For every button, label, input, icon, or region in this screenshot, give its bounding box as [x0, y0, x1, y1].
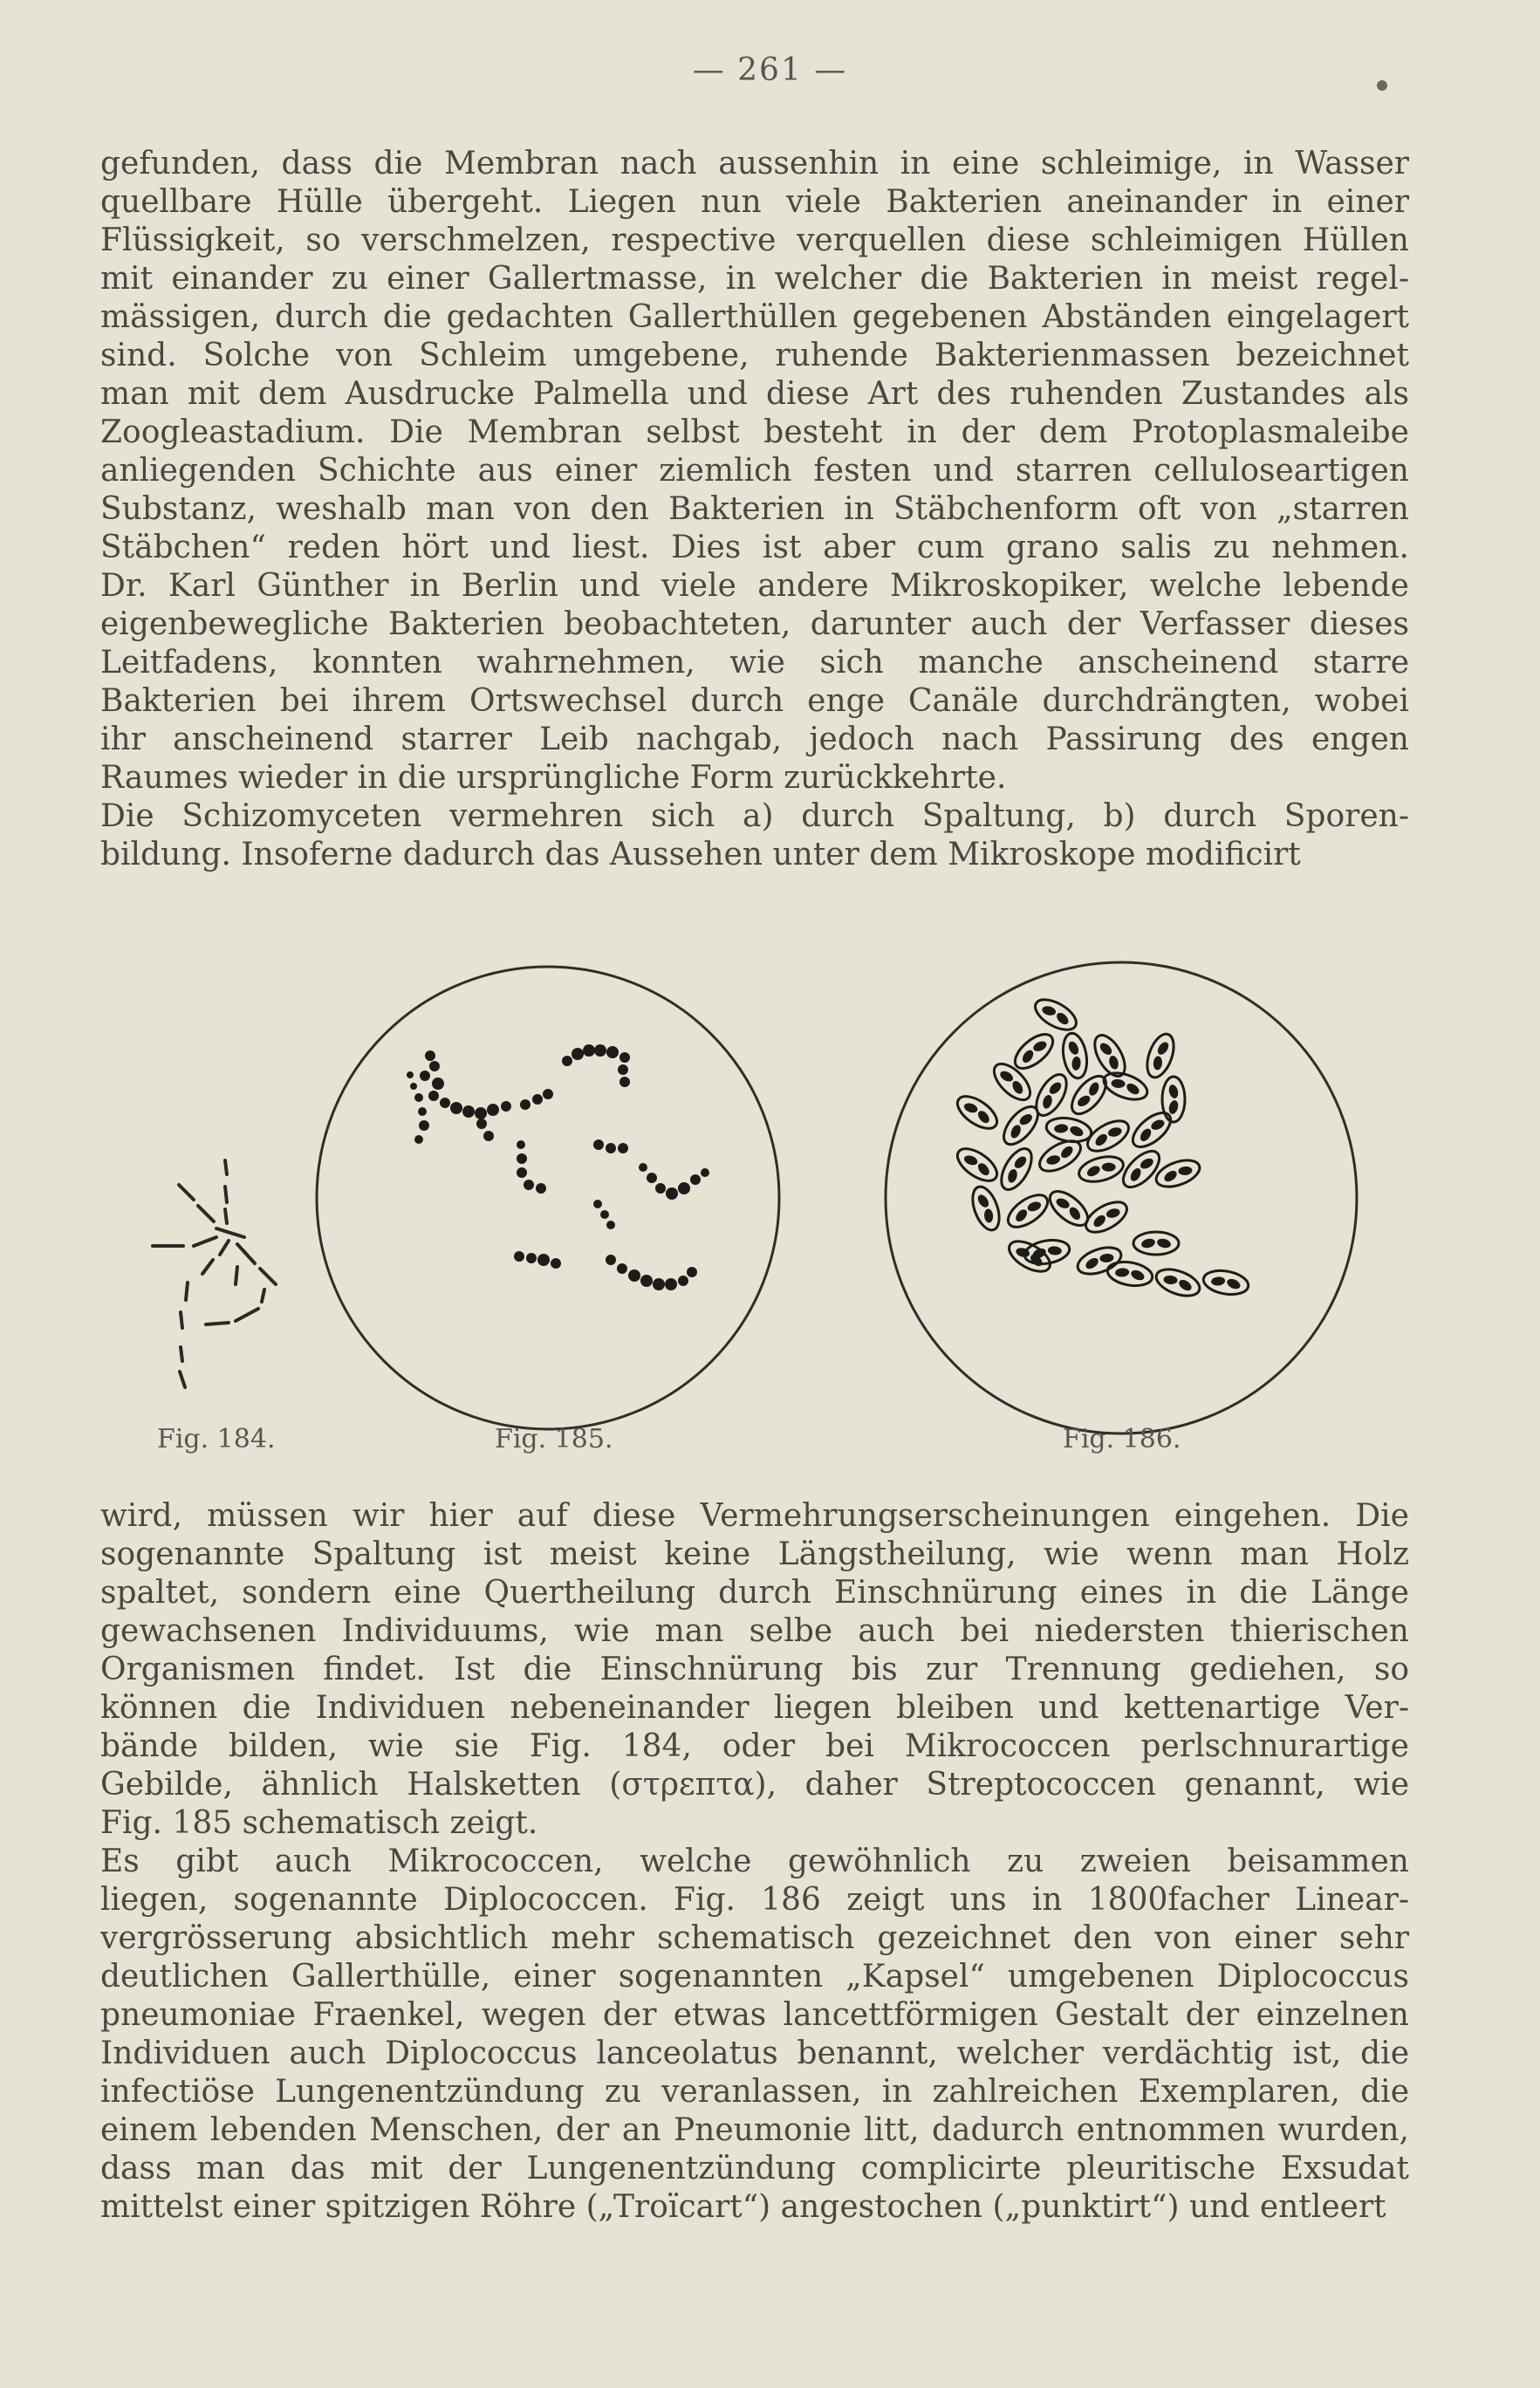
diplococcus-capsule [1100, 1068, 1151, 1105]
page-number: — 261 — [692, 52, 848, 88]
ink-speck [1377, 80, 1387, 91]
fig-186-diplococci-drawing [886, 962, 1357, 1433]
text-line: sogenannte Spaltung ist meist keine Längstheilung, wie wenn man Holz [100, 1536, 1409, 1572]
fig-185-caption: Fig. 185. [495, 1424, 613, 1454]
diplococcus-capsule [952, 1090, 1003, 1134]
diplococcus-capsule [1201, 1268, 1250, 1298]
text-line: deutlichen Gallerthülle, einer sogenannten „Kapsel“ umgebenen Diplococcus [100, 1959, 1409, 1995]
diplococcus-capsule [1105, 1259, 1154, 1290]
text-line: mit einander zu einer Gallertmasse, in welcher die Bakterien in meist regel- [100, 261, 1409, 297]
diplococcus-capsule [1153, 1264, 1203, 1301]
diplococcus-capsule [1060, 1031, 1091, 1080]
diplococcus-capsule [1035, 1135, 1085, 1178]
diplococcus-capsule [1077, 1153, 1126, 1187]
paragraph-top [100, 145, 1409, 874]
text-line: ihr anscheinend starrer Leib nachgab, jedoch nach Passirung des engen [100, 722, 1409, 757]
text-line: Es gibt auch Mikrococcen, welche gewöhnlich zu zweien beisammen [100, 1844, 1409, 1879]
text-line: Zoogleastadium. Die Membran selbst besteht in der dem Protoplasmaleibe [100, 414, 1409, 450]
fig-186-caption: Fig. 186. [1063, 1424, 1181, 1454]
diplococcus-capsule [1030, 994, 1081, 1037]
text-line: einem lebenden Menschen, der an Pneumonie litt, dadurch entnommen wurden, [100, 2112, 1409, 2148]
text-line: Dr. Karl Günther in Berlin und viele andere Mikroskopiker, welche lebende [100, 568, 1409, 604]
fig-184-chain-drawing [153, 1160, 276, 1387]
diplococcus-capsule [997, 1101, 1044, 1151]
text-line: gewachsenen Individuums, wie man selbe auch bei niedersten thierischen [100, 1613, 1409, 1649]
diplococcus-capsule [1162, 1077, 1185, 1122]
text-line: quellbare Hülle übergeht. Liegen nun viele Bakterien aneinander in einer [100, 184, 1409, 220]
text-line: Gebilde, ähnlich Halsketten (στρεπτα), daher Streptococcen genannt, wie [100, 1767, 1409, 1803]
text-line: Individuen auch Diplococcus lanceolatus benannt, welcher verdächtig ist, die [100, 2036, 1409, 2071]
text-line: anliegenden Schichte aus einer ziemlich festen und starren celluloseartigen [100, 453, 1409, 489]
text-line: vergrösserung absichtlich mehr schematisch gezeichnet den von einer sehr [100, 1920, 1409, 1956]
text-line: mittelst einer spitzigen Röhre („Troïcart“) angestochen („punktirt“) und entleert [100, 2189, 1386, 2225]
text-line: spaltet, sondern eine Quertheilung durch Einschnürung eines in die Länge [100, 1575, 1409, 1611]
text-line: gefunden, dass die Membran nach aussenhin in eine schleimige, in Wasser [100, 146, 1409, 181]
diplococcus-capsule [1010, 1028, 1059, 1074]
text-line: eigenbewegliche Bakterien beobachteten, darunter auch der Verfasser dieses [100, 606, 1409, 642]
text-line: Leitfadens, konnten wahrnehmen, wie sich manche anscheinend starre [100, 645, 1409, 681]
text-line: Organismen findet. Ist die Einschnürung bis zur Trennung gediehen, so [100, 1652, 1409, 1687]
diplococcus-capsule [1127, 1106, 1177, 1153]
text-line: Fig. 185 schematisch zeigt. [100, 1805, 538, 1841]
figure-panel [0, 907, 1540, 1466]
text-line: Die Schizomyceten vermehren sich a) durch Spaltung, b) durch Sporen- [100, 798, 1409, 834]
fig-185-streptococci-drawing [317, 967, 779, 1429]
text-line: liegen, sogenannte Diplococcen. Fig. 186 zeigt uns in 1800facher Linear- [100, 1882, 1409, 1918]
diplococcus-capsule [996, 1144, 1038, 1194]
text-line: Substanz, weshalb man von den Bakterien in Stäbchenform oft von „starren [100, 491, 1409, 527]
paragraph-bottom [100, 1497, 1409, 2227]
text-line: infectiöse Lungenentzündung zu veranlassen, in zahlreichen Exemplaren, die [100, 2074, 1409, 2110]
diplococcus-capsule [1081, 1196, 1132, 1239]
diplococcus-capsule [1083, 1115, 1133, 1158]
text-line: mässigen, durch die gedachten Gallerthüllen gegebenen Abständen eingelagert [100, 299, 1409, 335]
diplococcus-capsule [988, 1057, 1036, 1105]
diplococcus-capsule [952, 1142, 1003, 1187]
diplococcus-capsule [1133, 1232, 1179, 1255]
text-line: Stäbchen“ reden hört und liest. Dies ist aber cum grano salis zu nehmen. [100, 530, 1409, 565]
text-line: man mit dem Ausdrucke Palmella und diese Art des ruhenden Zustandes als [100, 376, 1409, 412]
text-line: bände bilden, wie sie Fig. 184, oder bei Mikrococcen perlschnurartige [100, 1728, 1409, 1764]
text-line: wird, müssen wir hier auf diese Vermehrungserscheinungen eingehen. Die [100, 1498, 1409, 1534]
diplococcus-capsule [1003, 1188, 1053, 1233]
figures-drawing [0, 907, 1540, 1466]
text-line: sind. Solche von Schleim umgebene, ruhende Bakterienmassen bezeichnet [100, 338, 1409, 373]
diplococcus-capsule [1023, 1237, 1071, 1268]
text-line: bildung. Insoferne dadurch das Aussehen unter dem Mikroskope modificirt [100, 837, 1301, 872]
text-line: können die Individuen nebeneinander liegen bleiben und kettenartige Ver- [100, 1690, 1409, 1726]
fig-184-caption: Fig. 184. [157, 1424, 276, 1454]
diplococcus-capsule [1142, 1030, 1179, 1081]
diplococcus-capsule [1117, 1145, 1165, 1193]
text-line: Raumes wieder in die ursprüngliche Form zurückkehrte. [100, 760, 1007, 796]
diplococcus-capsule [968, 1183, 1004, 1234]
text-line: Bakterien bei ihrem Ortswechsel durch enge Canäle durchdrängten, wobei [100, 683, 1409, 719]
text-line: Flüssigkeit, so verschmelzen, respective verquellen diese schleimigen Hüllen [100, 222, 1409, 258]
text-line: dass man das mit der Lungenentzündung complicirte pleuritische Exsudat [100, 2151, 1409, 2186]
text-line: pneumoniae Fraenkel, wegen der etwas lancettförmigen Gestalt der einzelnen [100, 1997, 1409, 2033]
